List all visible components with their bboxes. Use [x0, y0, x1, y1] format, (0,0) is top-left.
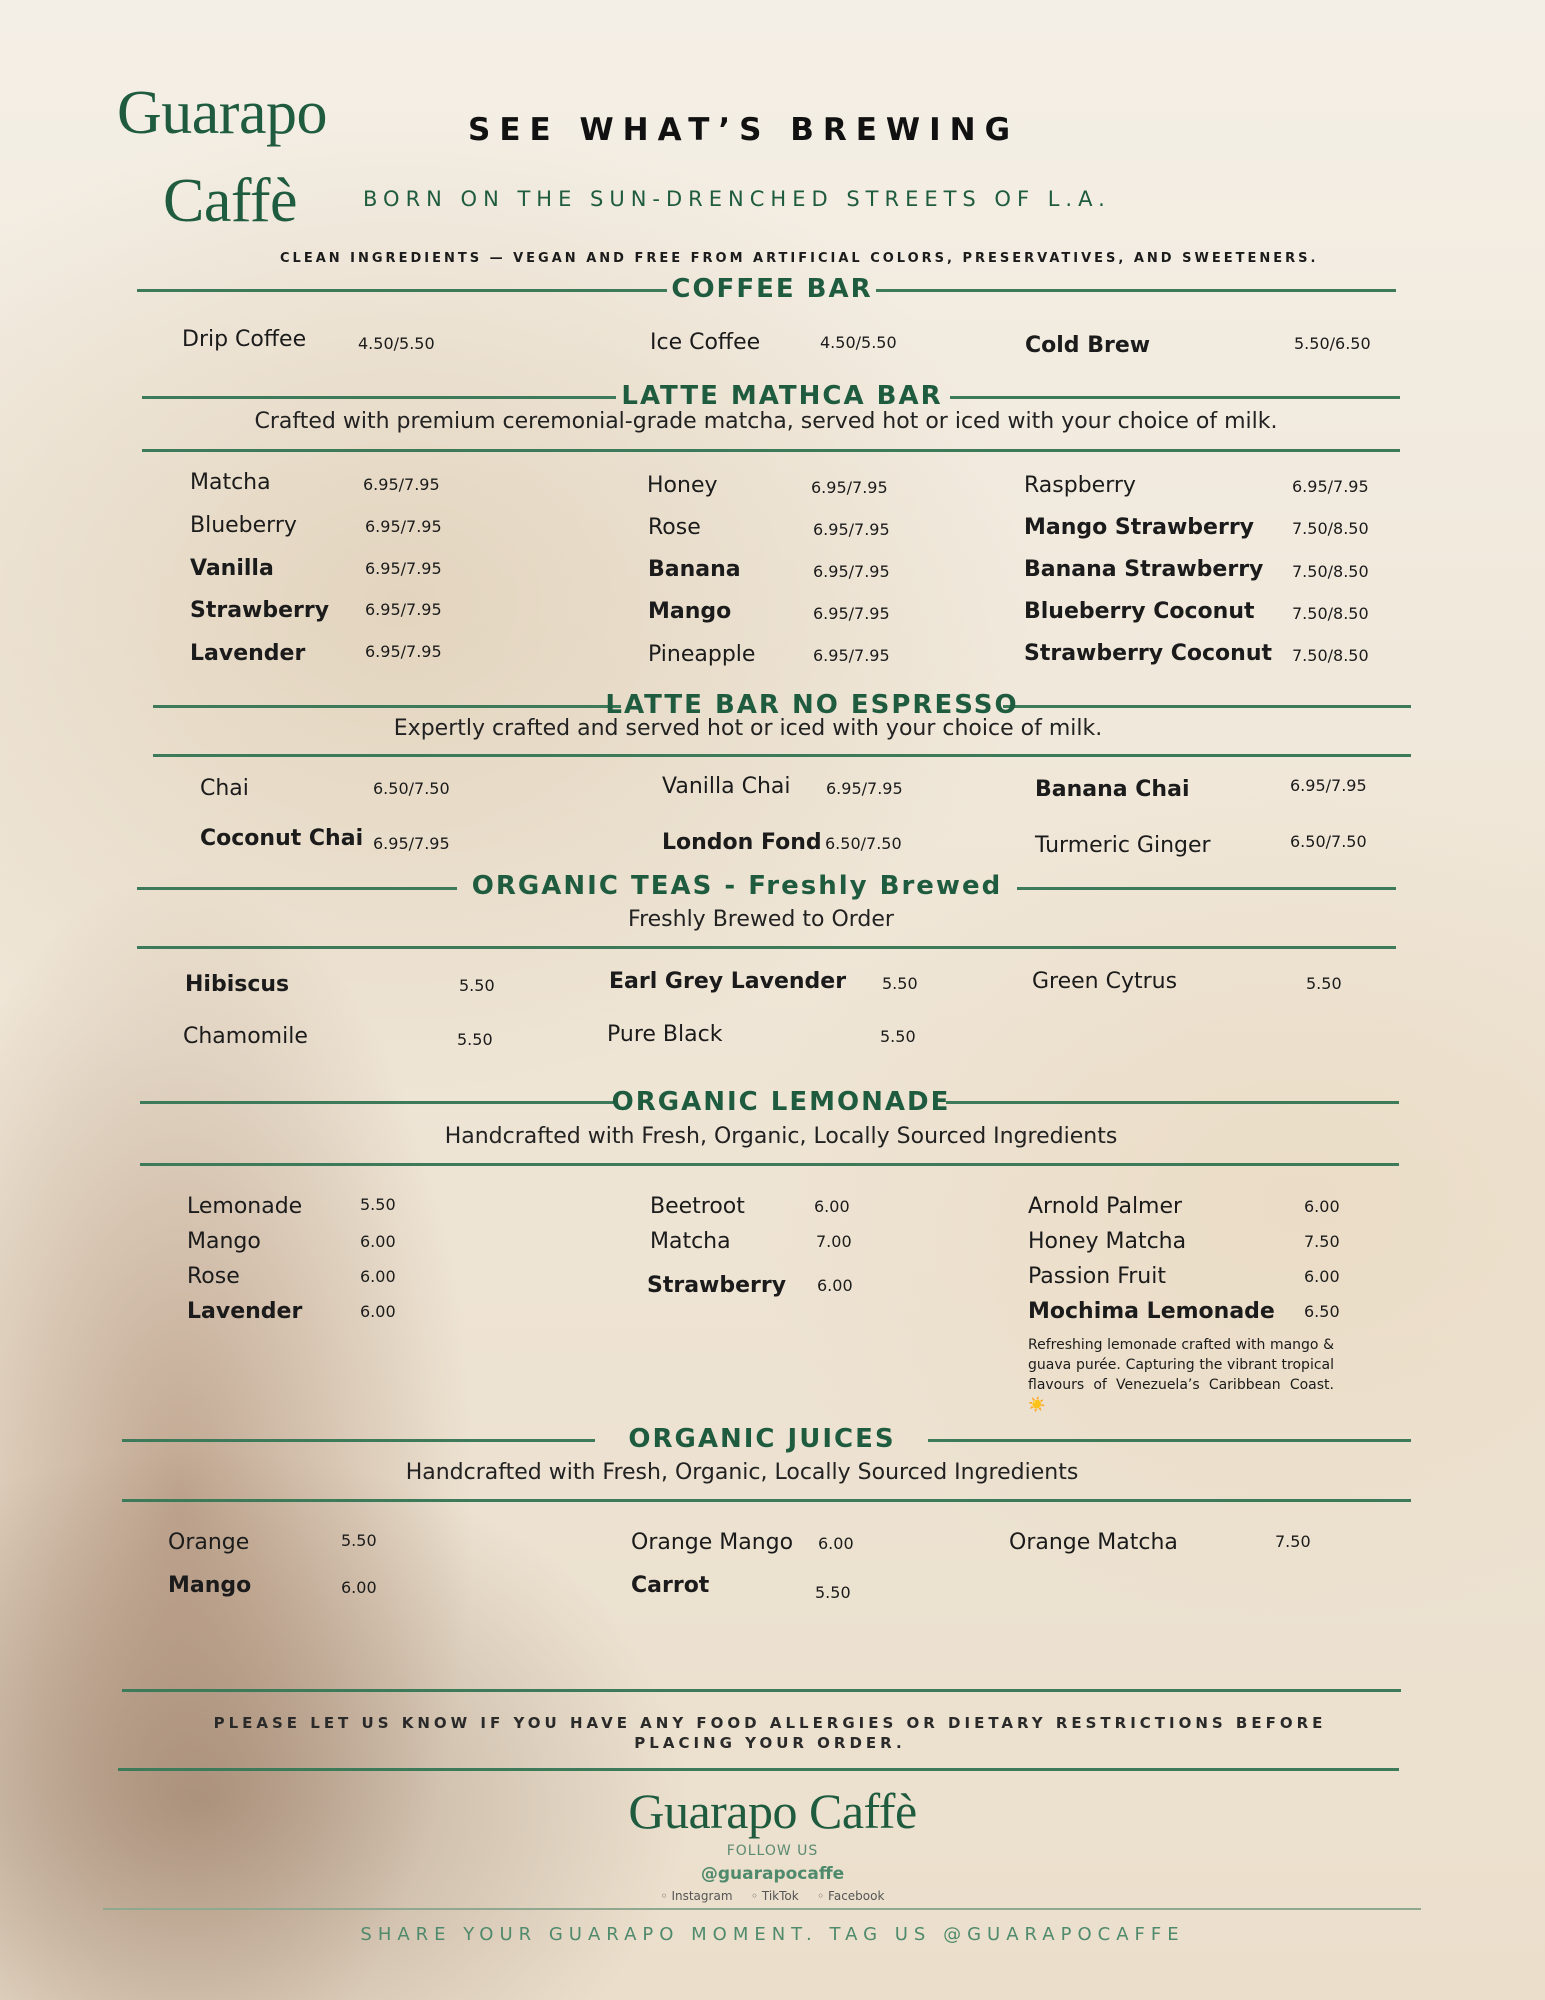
menu-item-name: Lavender [190, 641, 306, 666]
section-subtitle: Crafted with premium ceremonial-grade matcha, served hot or iced with your choice of milk. [254, 409, 1278, 434]
divider [122, 1439, 595, 1442]
divider [137, 289, 667, 292]
menu-item-name: Honey Matcha [1028, 1229, 1187, 1254]
divider [142, 449, 1400, 452]
menu-item-name: Banana Strawberry [1024, 557, 1264, 582]
menu-item-price: 5.50 [1306, 974, 1342, 993]
menu-item-price: 6.00 [817, 1276, 853, 1295]
menu-item-price: 6.00 [360, 1267, 396, 1286]
menu-item-name: Orange Mango [631, 1530, 794, 1555]
headline: SEE WHAT’S BREWING [468, 112, 1020, 148]
menu-item-price: 6.00 [1304, 1267, 1340, 1286]
menu-item-price: 6.00 [814, 1197, 850, 1216]
menu-item-price: 7.50 [1304, 1232, 1340, 1251]
divider [122, 1689, 1401, 1692]
divider [946, 1101, 1399, 1104]
menu-item-price: 6.95/7.95 [813, 562, 890, 581]
menu-item-name: Mango [648, 599, 732, 624]
menu-item-name: Blueberry [190, 513, 297, 538]
menu-item-price: 7.50/8.50 [1292, 646, 1369, 665]
menu-item-name: Strawberry [190, 598, 330, 623]
menu-item-name: Pure Black [607, 1022, 723, 1047]
menu-item-name: Orange Matcha [1009, 1530, 1178, 1555]
menu-item-name: Turmeric Ginger [1035, 833, 1211, 858]
menu-item-price: 7.50/8.50 [1292, 604, 1369, 623]
menu-item-price: 6.95/7.95 [365, 559, 442, 578]
menu-item-name: Arnold Palmer [1028, 1194, 1183, 1219]
menu-item-name: Cold Brew [1025, 333, 1151, 358]
menu-item-name: Mango [187, 1229, 261, 1254]
menu-item-price: 6.95/7.95 [365, 600, 442, 619]
menu-item-name: Mango [168, 1573, 252, 1598]
social-handle[interactable]: @guarapocaffe [700, 1864, 845, 1884]
footer-logo: Guarapo Caffè [628, 1783, 917, 1839]
divider [122, 1499, 1411, 1502]
menu-item-price: 6.95/7.95 [813, 646, 890, 665]
menu-item-name: Mochima Lemonade [1028, 1299, 1275, 1324]
menu-item-name: Rose [187, 1264, 240, 1289]
divider [153, 754, 1411, 757]
menu-item-name: Orange [168, 1530, 250, 1555]
menu-item-price: 6.95/7.95 [811, 478, 888, 497]
section-subtitle: Freshly Brewed to Order [628, 907, 894, 932]
divider [140, 1101, 615, 1104]
menu-item-name: Blueberry Coconut [1024, 599, 1255, 624]
facebook-link[interactable]: ◦ Facebook [817, 1889, 885, 1903]
menu-item-price: 5.50 [360, 1195, 396, 1214]
menu-item-price: 5.50 [880, 1027, 916, 1046]
menu-item-name: Green Cytrus [1032, 969, 1178, 994]
menu-item-name: Carrot [631, 1573, 710, 1598]
section-title-latte-matcha-bar: LATTE MATHCA BAR [621, 381, 943, 411]
menu-item-price: 6.95/7.95 [373, 834, 450, 853]
menu-item-name: Pineapple [648, 642, 756, 667]
instagram-link[interactable]: ◦ Instagram [660, 1889, 733, 1903]
menu-item-price: 6.95/7.95 [813, 604, 890, 623]
divider [153, 705, 621, 708]
menu-item-name: Hibiscus [185, 972, 290, 997]
menu-item-name: Rose [648, 515, 701, 540]
menu-item-name: Banana Chai [1035, 777, 1190, 802]
menu-item-name: London Fond [662, 830, 822, 855]
menu-item-name: Lemonade [187, 1194, 303, 1219]
menu-item-price: 5.50 [341, 1531, 377, 1550]
divider [1003, 705, 1411, 708]
divider [876, 289, 1396, 292]
menu-item-name: Earl Grey Lavender [609, 969, 847, 994]
section-subtitle: Expertly crafted and served hot or iced with your choice of milk. [393, 716, 1103, 741]
menu-item-name: Mango Strawberry [1024, 515, 1255, 540]
menu-item-price: 5.50 [459, 976, 495, 995]
menu-item-name: Matcha [650, 1229, 731, 1254]
share-tagline: SHARE YOUR GUARAPO MOMENT. TAG US @GUARAPOCAFFE [360, 1924, 1185, 1945]
section-title-coffee-bar: COFFEE BAR [671, 274, 873, 304]
divider [103, 1908, 1421, 1910]
menu-item-name: Beetroot [650, 1194, 745, 1219]
menu-item-price: 6.50/7.50 [825, 834, 902, 853]
menu-item-name: Chai [200, 776, 249, 801]
menu-item-price: 6.50/7.50 [1290, 832, 1367, 851]
menu-item-price: 6.00 [818, 1534, 854, 1553]
menu-item-name: Vanilla Chai [662, 774, 791, 799]
menu-item-price: 7.50/8.50 [1292, 562, 1369, 581]
menu-item-price: 6.95/7.95 [365, 517, 442, 536]
menu-item-name: Strawberry Coconut [1024, 641, 1273, 666]
divider [140, 1163, 1399, 1166]
tiktok-link[interactable]: ◦ TikTok [750, 1889, 799, 1903]
menu-item-price: 7.00 [816, 1232, 852, 1251]
menu-item-price: 6.95/7.95 [826, 779, 903, 798]
logo-caffe: Caffè [163, 167, 298, 235]
menu-item-price: 5.50/6.50 [1294, 334, 1371, 353]
menu-item-name: Passion Fruit [1028, 1264, 1166, 1289]
menu-item-name: Matcha [190, 470, 271, 495]
section-subtitle: Handcrafted with Fresh, Organic, Locally Sourced Ingredients [444, 1124, 1118, 1149]
section-title-organic-lemonade: ORGANIC LEMONADE [611, 1087, 951, 1117]
menu-item-price: 5.50 [882, 974, 918, 993]
allergy-notice: PLEASE LET US KNOW IF YOU HAVE ANY FOOD ALLERGIES OR DIETARY RESTRICTIONS BEFORE PLACING YOUR ORDER. [213, 1714, 1327, 1752]
menu-item-price: 6.00 [1304, 1197, 1340, 1216]
menu-item-price: 6.00 [341, 1578, 377, 1597]
menu-item-name: Honey [647, 473, 718, 498]
menu-item-price: 5.50 [457, 1030, 493, 1049]
menu-item-price: 7.50/8.50 [1292, 519, 1369, 538]
menu-item-price: 6.95/7.95 [1292, 477, 1369, 496]
menu-item-price: 6.95/7.95 [813, 520, 890, 539]
section-title-latte-bar-no-espresso: LATTE BAR NO ESPRESSO [605, 690, 1019, 720]
menu-item-price: 4.50/5.50 [820, 333, 897, 352]
social-links [0, 1887, 1545, 1905]
menu-item-price: 6.50 [1304, 1302, 1340, 1321]
menu-item-price: 6.50/7.50 [373, 779, 450, 798]
menu-item-name: Ice Coffee [650, 330, 761, 355]
divider [137, 887, 457, 890]
menu-item-price: 7.50 [1275, 1532, 1311, 1551]
mochima-description: Refreshing lemonade crafted with mango & guava purée. Capturing the vibrant tropical flavours of Venezuela’s Caribbean Coast. ☀️ [1028, 1337, 1334, 1413]
divider [950, 396, 1400, 399]
menu-item-name: Strawberry [647, 1273, 787, 1298]
logo-guarapo: Guarapo [117, 79, 327, 147]
divider [118, 1768, 1399, 1771]
menu-item-price: 6.95/7.95 [363, 475, 440, 494]
menu-item-price: 6.00 [360, 1302, 396, 1321]
section-title-organic-teas: ORGANIC TEAS - Freshly Brewed [471, 871, 1003, 901]
menu-item-price: 6.00 [360, 1232, 396, 1251]
menu-item-price: 4.50/5.50 [358, 334, 435, 353]
divider [1017, 887, 1396, 890]
menu-item-name: Drip Coffee [182, 327, 307, 352]
menu-item-price: 5.50 [815, 1583, 851, 1602]
section-subtitle: Handcrafted with Fresh, Organic, Locally Sourced Ingredients [405, 1460, 1079, 1485]
menu-item-name: Chamomile [183, 1024, 308, 1049]
menu-item-name: Banana [648, 557, 741, 582]
menu-item-name: Lavender [187, 1299, 303, 1324]
menu-item-price: 6.95/7.95 [1290, 776, 1367, 795]
section-title-organic-juices: ORGANIC JUICES [628, 1424, 896, 1454]
menu-item-name: Coconut Chai [200, 826, 364, 851]
menu-item-name: Raspberry [1024, 473, 1136, 498]
menu-item-price: 6.95/7.95 [365, 642, 442, 661]
divider [142, 396, 616, 399]
follow-us-label: FOLLOW US [726, 1843, 819, 1859]
menu-item-name: Vanilla [190, 556, 274, 581]
divider [928, 1439, 1411, 1442]
tagline: BORN ON THE SUN-DRENCHED STREETS OF L.A. [363, 187, 1111, 211]
clean-ingredients-note: CLEAN INGREDIENTS — VEGAN AND FREE FROM ARTIFICIAL COLORS, PRESERVATIVES, AND SWEETENERS. [280, 251, 1319, 266]
divider [137, 946, 1396, 949]
